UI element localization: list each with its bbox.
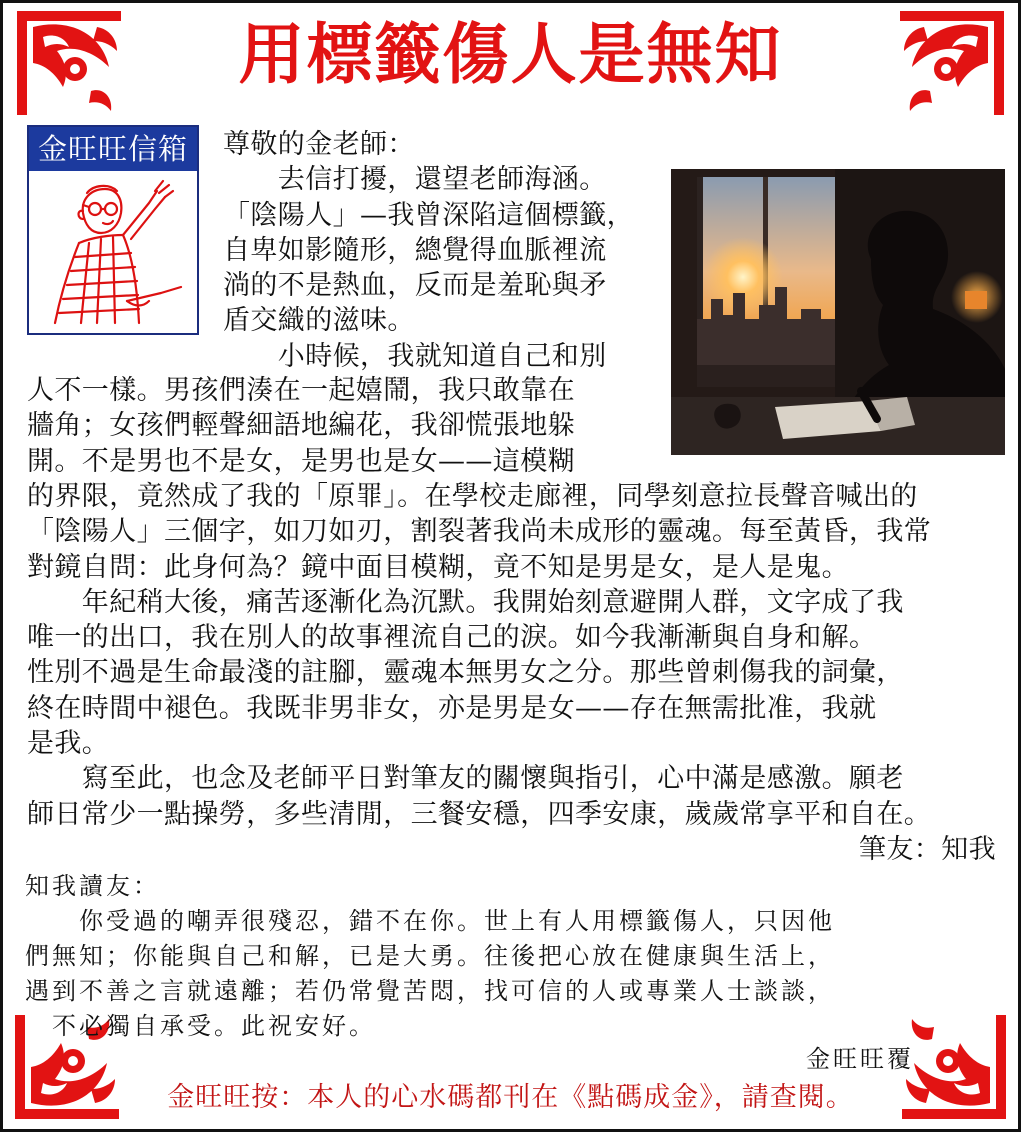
reply-signature: 金旺旺覆: [806, 1045, 914, 1073]
teacher-illustration-icon: [31, 173, 195, 331]
reply-line: 們無知；你能與自己和解，已是大勇。往後把心放在健康與生活上，: [25, 942, 835, 970]
letter-line: 對鏡自問：此身何為？鏡中面目模糊，竟不知是男是女，是人是鬼。: [27, 551, 849, 583]
photo-illustration: [671, 169, 1005, 455]
letter-line: 是我。: [27, 728, 110, 760]
letter-salutation: 尊敬的金老師：: [223, 129, 415, 160]
letter-line: 淌的不是熱血，反而是羞恥與矛: [223, 270, 607, 302]
writer-silhouette-photo: [671, 169, 1005, 455]
letter-line: 「陰陽人」—我曾深陷這個標籤，: [223, 199, 634, 231]
reply-line: 你受過的嘲弄很殘忍，錯不在你。世上有人用標籤傷人，只因他: [25, 907, 835, 935]
letter-line: 「陰陽人」三個字，如刀如刃，割裂著我尚未成形的靈魂。每至黃昏，我常: [27, 516, 932, 548]
letter-line: 的界限，竟然成了我的「原罪」。在學校走廊裡，同學刻意拉長聲音喊出的: [27, 481, 918, 512]
letter-line: 終在時間中褪色。我既非男非女，亦是男是女——存在無需批准，我就: [27, 692, 877, 724]
letter-line: 去信打擾，還望老師海涵。: [223, 164, 607, 196]
letter-line: 自卑如影隨形，總覺得血脈裡流: [223, 234, 607, 266]
letter-narrow-block: [223, 127, 634, 374]
letter-line: 年紀稍大後，痛苦逐漸化為沉默。我開始刻意避開人群，文字成了我: [27, 586, 904, 618]
column-logo: [27, 125, 199, 335]
footer-note: [3, 1075, 1018, 1114]
letter-line: 開。不是男也不是女，是男也是女——這模糊: [27, 445, 575, 477]
letter-line: 唯一的出口，我在別人的故事裡流自己的淚。如今我漸漸與自身和解。: [27, 622, 877, 654]
letter-signature: 筆友：知我: [859, 834, 996, 865]
reply-block: [25, 869, 1005, 1044]
letter-full-block: [27, 479, 931, 832]
letter-line: 寫至此，也念及老師平日對筆友的關懷與指引，心中滿是感激。願老: [27, 763, 904, 795]
letter-line: 人不一樣。男孩們湊在一起嬉鬧，我只敢靠在: [27, 375, 575, 406]
column-name: 金旺旺信箱: [29, 127, 197, 171]
footer-text: 本人的心水碼都刊在《點碼成金》，請查閱。: [307, 1082, 854, 1113]
reply-line: 遇到不善之言就遠離；若仍常覺苦悶，找可信的人或專業人士談談，: [25, 977, 835, 1005]
letter-line: 盾交織的滋味。: [223, 305, 415, 337]
reply-line: 不必獨自承受。此祝安好。: [25, 1012, 376, 1040]
letter-line: 師日常少一點操勞，多些清閒，三餐安穩，四季安康，歲歲常享平和自在。: [27, 798, 932, 830]
reply-salutation: 知我讀友：: [25, 872, 160, 900]
letter-line: 牆角；女孩們輕聲細語地編花，我卻慌張地躲: [27, 410, 575, 442]
letter-mid-block: [27, 373, 575, 479]
footer-label: 金旺旺按：: [167, 1082, 308, 1113]
letter-line: 性別不過是生命最淺的註腳，靈魂本無男女之分。那些曾刺傷我的詞彙，: [27, 657, 904, 689]
headline: 用標籤傷人是無知: [238, 16, 783, 93]
letter-line: 小時候，我就知道自己和別: [223, 340, 607, 372]
